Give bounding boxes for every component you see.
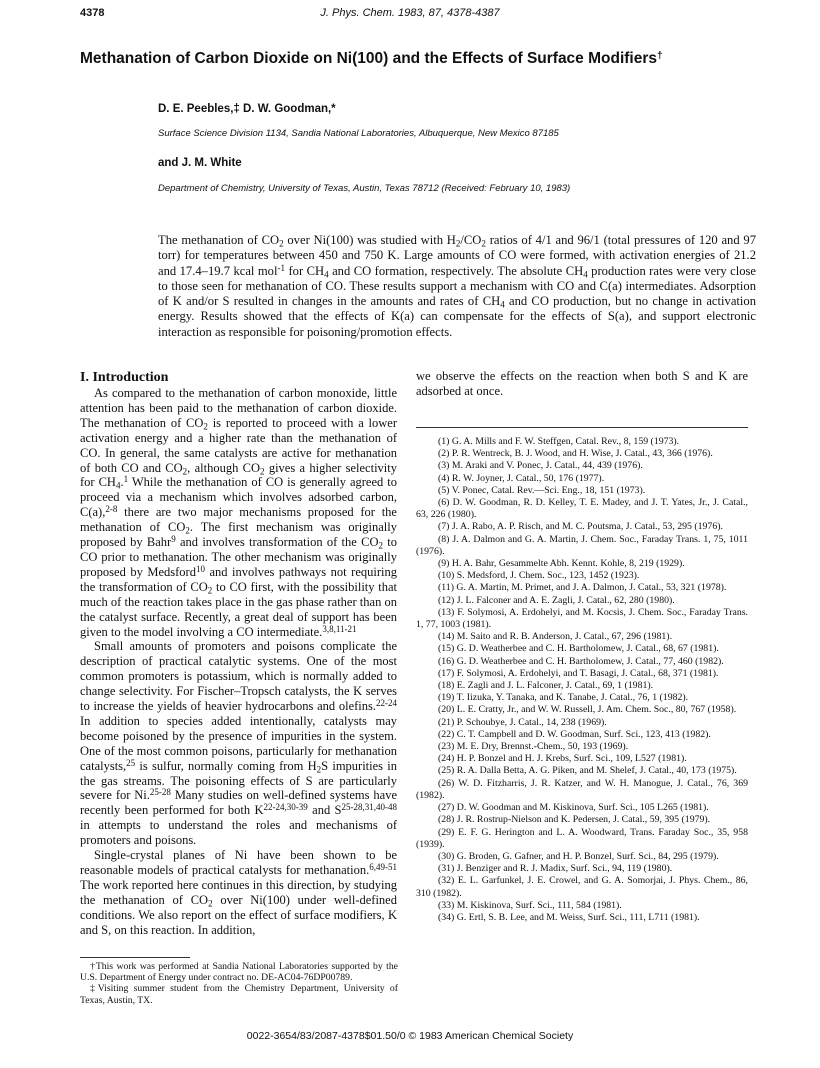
reference-item: (9) H. A. Bahr, Gesammelte Abh. Kennt. Kohle, 8, 219 (1929). [438, 558, 685, 570]
affiliation-2: Department of Chemistry, University of Texas, Austin, Texas 78712 (Received: February 10, 1983) [158, 183, 571, 194]
text-run: in attempts to understand the roles and mechanisms of promoters and poisons. [80, 818, 397, 848]
text-run: S impurities in the gas streams. The poisoning effects of S are particularly severe for Ni. [80, 758, 397, 803]
reference-item: (28) J. R. Rostrup-Nielson and K. Pedersen, J. Catal., 59, 395 (1979). [438, 814, 711, 826]
reference-item: (29) E. F. G. Herington and L. A. Woodward, Trans. Faraday Soc., 35, 958 (1939). [416, 826, 748, 850]
reference-item: (4) R. W. Joyner, J. Catal., 50, 176 (1977). [438, 472, 605, 484]
text-run: . [120, 475, 124, 490]
superscript: 22-24 [376, 697, 397, 708]
text-run: , although CO [187, 460, 261, 475]
reference-item: (22) C. T. Campbell and D. W. Goodman, Surf. Sci., 123, 413 (1982). [438, 728, 711, 740]
article-title [80, 50, 760, 68]
text-run: over Ni(100) was studied with H [283, 233, 456, 247]
superscript: 1 [123, 474, 129, 485]
right-column [416, 369, 748, 399]
text-run: and involves pathways not requiring the transformation of CO [80, 564, 397, 594]
text-run: . The first mechanism was originally proposed by Bahr [80, 520, 397, 550]
subscript: 4 [583, 268, 588, 279]
text-run: ratios of 4/1 and 96/1 (total pressures of 120 and 97 torr) for temperatures between 450 and 750 K. Large amounts of CO were formed, with activation energies of 21.2 and 17.4–19.7 kcal mol [158, 233, 757, 278]
text-run: and CO production, but no change in activation energy. Results showed that the effects of K(a) can compensate for the effects of S(a), and support electronic interaction as responsible for poisoning/promotion effects. [158, 294, 756, 339]
superscript: 22-24,30-39 [263, 802, 308, 813]
text-run: In addition to species added intentionally, catalysts may become poisoned by the presence of impurities in the system. One of the most common poisons, particularly for methanation catalysts, [80, 713, 397, 773]
subscript: 4 [115, 480, 121, 491]
subscript: 4 [500, 299, 505, 310]
text-run: /CO [460, 233, 482, 247]
superscript: 3,8,11-21 [322, 623, 357, 634]
text-run: is sulfur, normally coming from H [135, 758, 317, 773]
references-list [416, 436, 748, 924]
subscript: 2 [378, 540, 383, 551]
reference-item: (20) L. E. Cratty, Jr., and W. W. Russell, J. Am. Chem. Soc., 80, 767 (1958). [438, 704, 737, 716]
footnote-divider [80, 957, 190, 958]
subscript: 2 [260, 465, 265, 476]
superscript: 25-28 [149, 787, 171, 798]
subscript: 2 [208, 898, 213, 909]
text-run: is reported to proceed with a lower activation energy and a higher rate than the methanation of CO. In general, the same catalysts are active for methanation of both CO and CO [80, 415, 397, 475]
abstract [158, 233, 756, 340]
text-run: While the methanation of CO is generally agreed to proceed via a mechanism which involves adsorbed carbon, C(a), [80, 475, 397, 520]
text-run: over Ni(100) under well-defined conditions. We also report on the effect of surface modifiers, K and S, on this reaction. In addition, [80, 892, 397, 937]
superscript: -1 [277, 262, 286, 273]
title-dagger-mark: † [657, 50, 663, 62]
superscript: 10 [195, 563, 205, 574]
reference-item: (18) E. Zagli and J. L. Falconer, J. Catal., 69, 1 (1981). [438, 680, 654, 692]
reference-item: (19) T. Iizuka, Y. Tanaka, and K. Tanabe, J. Catal., 76, 1 (1982). [438, 692, 689, 704]
copyright-footer: 0022-3654/83/2087-4378$01.50/0 © 1983 American Chemical Society [246, 1030, 574, 1042]
text-run: production rates were very close to those seen for methanation of CO. These results support a mechanism with CO and C(a) intermediates. Adsorption of K and/or S resulted in changes in the amounts and rates of CH [158, 263, 756, 309]
reference-item: (21) P. Schoubye, J. Catal., 14, 238 (1969). [438, 716, 607, 728]
text-run: for CH [285, 263, 325, 278]
reference-item: (6) D. W. Goodman, R. D. Kelley, T. E. Madey, and J. T. Yates, Jr., J. Catal., 63, 226 (1980). [416, 497, 748, 521]
affiliation-1: Surface Science Division 1134, Sandia National Laboratories, Albuquerque, New Mexico 87185 [158, 128, 559, 139]
reference-item: (8) J. A. Dalmon and G. A. Martin, J. Chem. Soc., Faraday Trans. 1, 75, 1011 (1976). [416, 533, 748, 557]
left-column [80, 369, 397, 938]
reference-item: (1) G. A. Mills and F. W. Steffgen, Catal. Rev., 8, 159 (1973). [438, 436, 680, 447]
text-run: and involves transformation of the CO [175, 535, 379, 550]
author-line-1: D. E. Peebles,‡ D. W. Goodman,* [158, 103, 336, 115]
footnote-double-dagger: ‡Visiting summer student from the Chemistry Department, University of Texas, Austin, TX. [80, 983, 398, 1006]
subscript: 2 [279, 238, 284, 249]
text-run: to CO prior to methanation. The other mechanism was originally proposed by Medsford [80, 535, 397, 579]
reference-item: (25) R. A. Dalla Betta, A. G. Piken, and M. Shelef, J. Catal., 40, 173 (1975). [438, 765, 737, 777]
text-run: Single-crystal planes of Ni have been shown to be reasonable models of practical catalysts for methanation. [80, 848, 397, 877]
text-run: Many studies on well-defined systems have recently been performed for both K [80, 788, 398, 818]
page-number: 4378 [80, 7, 105, 19]
reference-item: (31) J. Benziger and R. J. Madix, Surf. Sci., 94, 119 (1980). [438, 863, 673, 875]
reference-item: (17) F. Solymosi, A. Erdohelyi, and T. Basagi, J. Catal., 68, 371 (1981). [438, 667, 719, 679]
reference-item: (3) M. Araki and V. Ponec, J. Catal., 44, 439 (1976). [438, 460, 643, 472]
intro-paragraph-3 [80, 848, 397, 937]
reference-item: (26) W. D. Fitzharris, J. R. Katzer, and W. H. Manogue, J. Catal., 76, 369 (1982). [416, 777, 748, 801]
text-run: The methanation of CO [158, 233, 280, 247]
subscript: 2 [203, 421, 208, 432]
text-run: gives a higher selectivity for CH [80, 460, 397, 490]
reference-item: (27) D. W. Goodman and M. Kiskinova, Surf. Sci., 105 L265 (1981). [438, 802, 709, 814]
intro-paragraph-1 [80, 386, 397, 639]
footnotes [80, 961, 398, 1006]
superscript: 6,49-51 [369, 861, 397, 872]
reference-item: (30) G. Broden, G. Gafner, and H. P. Bonzel, Surf. Sci., 84, 295 (1979). [438, 850, 719, 862]
text-run: and S [307, 803, 342, 818]
reference-item: (13) F. Solymosi, A. Erdohelyi, and M. Kocsis, J. Chem. Soc., Faraday Trans. 1, 77, 1003 (1981). [416, 606, 748, 631]
subscript: 2 [185, 525, 190, 536]
superscript: 9 [171, 534, 176, 545]
subscript: 2 [182, 465, 188, 476]
subscript: 2 [481, 238, 486, 249]
subscript: 2 [207, 585, 213, 596]
superscript: 25-28,31,40-48 [341, 802, 397, 813]
reference-item: (23) M. E. Dry, Brennst.-Chem., 50, 193 (1969). [438, 741, 629, 753]
reference-item: (7) J. A. Rabo, A. P. Risch, and M. C. Poutsma, J. Catal., 53, 295 (1976). [438, 521, 723, 533]
right-column-paragraph: we observe the effects on the reaction when both S and K are adsorbed at once. [416, 369, 748, 398]
section-heading-introduction: I. Introduction [80, 370, 169, 385]
reference-item: (24) H. P. Bonzel and H. J. Krebs, Surf. Sci., 109, L527 (1981). [438, 753, 687, 765]
reference-item: (16) G. D. Weatherbee and C. H. Bartholomew, J. Catal., 77, 460 (1982). [438, 655, 724, 667]
reference-item: (33) M. Kiskinova, Surf. Sci., 111, 584 (1981). [438, 899, 622, 911]
reference-item: (10) S. Medsford, J. Chem. Soc., 123, 1452 (1923). [438, 570, 640, 582]
text-run: The work reported here continues in this direction, by studying the methanation of CO [80, 877, 397, 907]
text-run: and CO formation, respectively. The absolute CH [328, 263, 584, 278]
references-divider [416, 427, 748, 428]
reference-item: (5) V. Ponec, Catal. Rev.—Sci. Eng., 18, 151 (1973). [438, 484, 646, 496]
text-run: As compared to the methanation of carbon monoxide, little attention has been paid to the methanation of carbon dioxide. The methanation of CO [80, 386, 397, 430]
superscript: 2-8 [105, 504, 118, 515]
footnote-dagger: †This work was performed at Sandia National Laboratories supported by the U.S. Department of Energy under contract no. DE-AC04-76DP00789. [80, 961, 398, 984]
author-line-2: and J. M. White [158, 157, 242, 169]
text-run: there are two major mechanisms proposed for the methanation of CO [80, 505, 397, 535]
subscript: 2 [455, 238, 461, 249]
reference-item: (32) E. L. Garfunkel, J. E. Crowel, and G. A. Somorjai, J. Phys. Chem., 86, 310 (1982). [416, 875, 748, 899]
article-title-text: Methanation of Carbon Dioxide on Ni(100) and the Effects of Surface Modifiers [80, 50, 658, 67]
text-run: Small amounts of promoters and poisons complicate the description of practical catalytic systems. One of the most common promoters is potassium, which is normally added to change selectivity. For Fischer–Tropsch catalysts, the K serves to increase the yields of heavier hydrocarbons and olefins. [80, 639, 397, 714]
reference-item: (12) J. L. Falconer and A. E. Zagli, J. Catal., 62, 280 (1980). [438, 594, 675, 606]
intro-paragraph-2 [80, 639, 397, 848]
reference-item: (14) M. Saito and R. B. Anderson, J. Catal., 67, 296 (1981). [438, 631, 673, 643]
subscript: 2 [316, 763, 322, 774]
superscript: 25 [126, 757, 136, 768]
reference-item: (11) G. A. Martin, M. Primet, and J. A. Dalmon, J. Catal., 53, 321 (1978). [438, 582, 727, 594]
subscript: 4 [324, 268, 329, 279]
journal-citation: J. Phys. Chem. 1983, 87, 4378-4387 [320, 7, 500, 19]
reference-item: (34) G. Ertl, S. B. Lee, and M. Weiss, Surf. Sci., 111, L711 (1981). [438, 911, 700, 923]
text-run: to CO first, with the possibility that much of the reaction takes place in the gas phase rather than on the catalyst surface. Recently, a great deal of support has been given to the model involving a CO intermediate. [80, 579, 397, 639]
reference-item: (2) P. R. Wentreck, B. J. Wood, and H. Wise, J. Catal., 43, 366 (1976). [438, 448, 713, 460]
reference-item: (15) G. D. Weatherbee and C. H. Bartholomew, J. Catal., 68, 67 (1981). [438, 643, 719, 655]
